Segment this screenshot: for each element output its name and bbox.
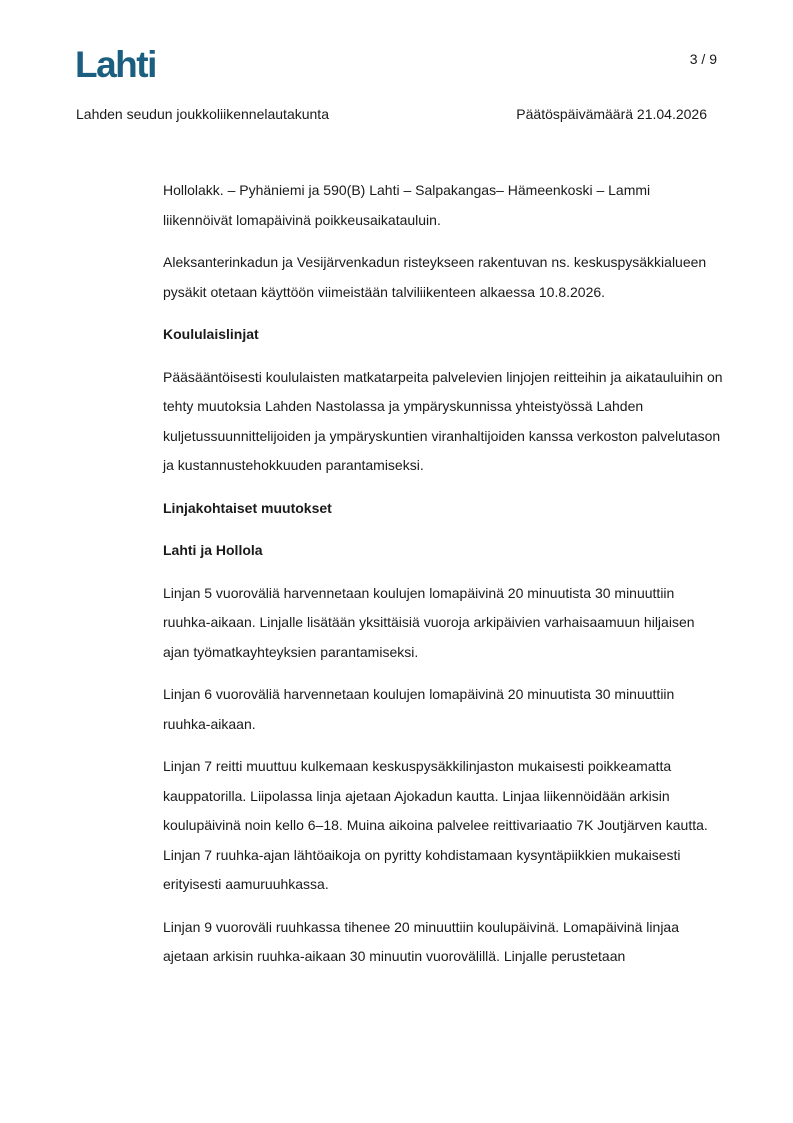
organization-name: Lahden seudun joukkoliikennelautakunta	[76, 106, 329, 122]
paragraph: Linjan 7 reitti muuttuu kulkemaan keskuspysäkkilinjaston mukaisesti poikkeamatta kauppatorilla. Liipolassa linja ajetaan Ajokadun kautta. Linjaa liikennöidään arkisin koulupäivinä noin kello 6–18. Muina aikoina palvelee reittivariaatio 7K Joutjärven kautta. Linjan 7 ruuhka-ajan lähtöaikoja on pyritty kohdistamaan kysyntäpiikkien mukaisesti erityisesti aamuruuhkassa.	[163, 758, 708, 892]
paragraph: Linjan 9 vuoroväli ruuhkassa tihenee 20 minuuttiin koulupäivinä. Lomapäivinä linjaa ajetaan arkisin ruuhka-aikaan 30 minuutin vuorovälillä. Linjalle perustetaan	[163, 918, 679, 964]
document-body	[163, 176, 723, 985]
page-number: 3 / 9	[689, 51, 717, 67]
lahti-logo-mark	[75, 46, 167, 82]
section-heading: Linjakohtaiset muutokset	[163, 499, 332, 516]
svg-text:Lahti: Lahti	[75, 46, 156, 82]
section-heading: Koululaislinjat	[163, 326, 259, 342]
subsection-heading: Lahti ja Hollola	[163, 542, 263, 558]
lahti-logo	[75, 46, 167, 82]
paragraph: Linjan 6 vuoroväliä harvennetaan koulujen lomapäivinä 20 minuutista 30 minuuttiin ruuhka-aikaan.	[163, 686, 675, 732]
paragraph: Linjan 5 vuoroväliä harvennetaan koulujen lomapäivinä 20 minuutista 30 minuuttiin ruuhka-aikaan. Linjalle lisätään yksittäisiä vuoroja arkipäivien varhaisaamuun hiljaisen ajan työmatkayhteyksien parantamiseksi.	[163, 584, 695, 660]
paragraph: Hollolakk. – Pyhäniemi ja 590(B) Lahti – Salpakangas– Hämeenkoski – Lammi liikennöivät lomapäivinä poikkeusaikatauluin.	[163, 182, 651, 228]
paragraph: Pääsääntöisesti koululaisten matkatarpeita palvelevien linjojen reitteihin ja aikatauluihin on tehty muutoksia Lahden Nastolassa ja ympäryskunnissa yhteistyössä Lahden kuljetussuunnittelijoiden ja ympäryskuntien viranhaltijoiden kanssa verkoston palvelutason ja kustannustehokkuuden parantamiseksi.	[163, 368, 723, 473]
paragraph: Aleksanterinkadun ja Vesijärvenkadun risteykseen rakentuvan ns. keskuspysäkkialueen pysäkit otetaan käyttöön viimeistään talviliikenteen alkaessa 10.8.2026.	[163, 254, 707, 300]
decision-date: Päätöspäivämäärä 21.04.2026	[516, 106, 707, 122]
